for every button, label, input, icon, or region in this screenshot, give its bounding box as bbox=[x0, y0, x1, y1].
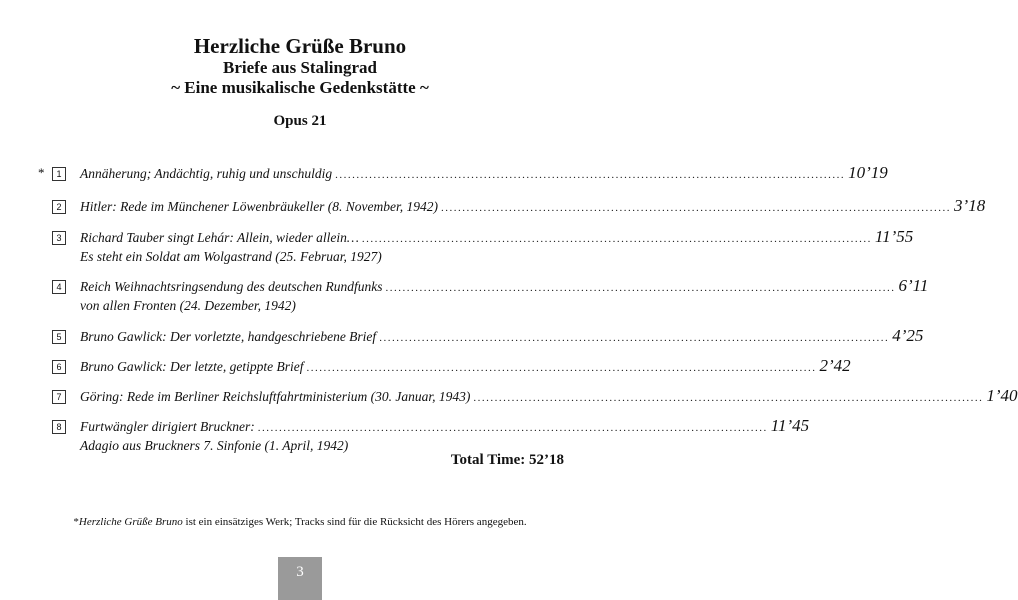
track-duration: 6’11 bbox=[898, 276, 929, 295]
track-title: Richard Tauber singt Lehár: Allein, wieder allein… bbox=[80, 230, 359, 245]
track-number-box: 1 bbox=[52, 167, 66, 181]
track-duration: 3’18 bbox=[954, 196, 986, 215]
track-number-box: 7 bbox=[52, 390, 66, 404]
leader-dots: ........................................................................................................................ bbox=[257, 422, 768, 434]
track-title: Bruno Gawlick: Der letzte, getippte Brief bbox=[80, 359, 304, 374]
track-number-box: 8 bbox=[52, 420, 66, 434]
opus-number: Opus 21 bbox=[273, 113, 327, 129]
track-subtitle: von allen Fronten (24. Dezember, 1942) bbox=[80, 298, 296, 313]
leader-dots: ........................................................................................................................ bbox=[385, 282, 896, 294]
leader-dots: ........................................................................................................................ bbox=[441, 202, 952, 214]
footnote-star: * bbox=[38, 165, 45, 180]
total-time: Total Time: 52’18 bbox=[450, 452, 564, 468]
album-title: Herzliche Grüße Bruno bbox=[193, 34, 407, 58]
page-number: 3 bbox=[278, 557, 322, 600]
track-number-box: 4 bbox=[52, 280, 66, 294]
album-subtitle: Briefe aus Stalingrad bbox=[223, 58, 377, 77]
track-title: Annäherung; Andächtig, ruhig und unschuldig bbox=[80, 166, 333, 181]
track-title: Hitler: Rede im Münchener Löwenbräukeller (8. November, 1942) bbox=[80, 199, 439, 214]
track-subtitle: Adagio aus Bruckners 7. Sinfonie (1. April, 1942) bbox=[80, 438, 349, 453]
footnote-text: ist ein einsätziges Werk; Tracks sind für die Rücksicht des Hörers angegeben. bbox=[182, 516, 527, 528]
leader-dots: ........................................................................................................................ bbox=[335, 169, 846, 181]
track-number-box: 2 bbox=[52, 200, 66, 214]
track-duration: 11’55 bbox=[874, 227, 914, 246]
track-title: Furtwängler dirigiert Bruckner: bbox=[80, 419, 255, 434]
footnote bbox=[0, 516, 600, 528]
album-subtitle-2: ~ Eine musikalische Gedenkstätte ~ bbox=[171, 78, 429, 97]
footnote-work-title: Herzliche Grüße Bruno bbox=[78, 516, 183, 528]
track-duration: 2’42 bbox=[819, 356, 851, 375]
header bbox=[0, 34, 600, 130]
track-duration: 10’19 bbox=[848, 163, 888, 182]
track-duration: 1’40 bbox=[986, 386, 1018, 405]
footnote-prefix: * bbox=[73, 516, 79, 528]
track-title: Bruno Gawlick: Der vorletzte, handgeschriebene Brief bbox=[80, 329, 377, 344]
track-title: Göring: Rede im Berliner Reichsluftfahrtministerium (30. Januar, 1943) bbox=[80, 389, 471, 404]
track-number-box: 6 bbox=[52, 360, 66, 374]
track-number-box: 3 bbox=[52, 231, 66, 245]
leader-dots: ........................................................................................................................ bbox=[361, 233, 872, 245]
track-title: Reich Weihnachtsringsendung des deutschen Rundfunks bbox=[80, 279, 383, 294]
track-duration: 11’45 bbox=[770, 416, 810, 435]
leader-dots: ........................................................................................................................ bbox=[473, 392, 984, 404]
track-subtitle: Es steht ein Soldat am Wolgastrand (25. Februar, 1927) bbox=[80, 249, 382, 264]
leader-dots: ........................................................................................................................ bbox=[306, 362, 817, 374]
leader-dots: ........................................................................................................................ bbox=[379, 332, 890, 344]
track-duration: 4’25 bbox=[892, 326, 924, 345]
track-number-box: 5 bbox=[52, 330, 66, 344]
